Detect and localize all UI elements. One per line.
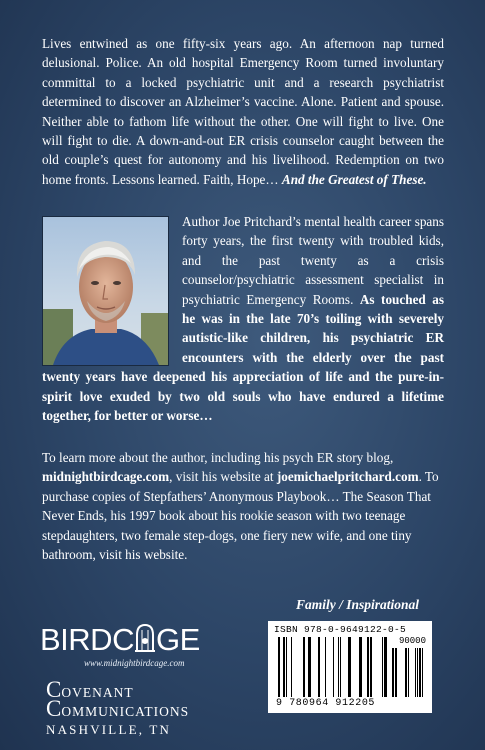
bio-bold-text: As touched as he was in the late 70’s toiling with severely autistic-like children, his psychiatric ER encounters with the elderly over the past twenty years have deepened his appreciation of life and the pure-in-spirit love exuded by two old souls who have endured a lifetime together, for better or worse…	[42, 291, 444, 424]
publisher-city: NASHVILLE, TN	[46, 722, 172, 737]
barcode-bar	[340, 637, 341, 697]
more-info-text-1: To learn more about the author, including his psych ER story blog,	[42, 450, 394, 465]
logo-text-left: BIRDC	[40, 622, 134, 657]
barcode-bar	[382, 637, 383, 697]
barcode-bar	[303, 637, 305, 697]
genre-label: Family / Inspirational	[296, 597, 420, 612]
photo-spacer	[42, 212, 182, 364]
price-code: 90000	[398, 636, 426, 646]
communications-initial: C	[46, 696, 62, 721]
barcode-bar	[278, 637, 280, 697]
isbn-text: ISBN 978-0-9649122-0-5	[274, 624, 407, 635]
barcode-bar	[333, 637, 334, 697]
barcode-bar	[370, 637, 372, 697]
more-info-text-3: . To purchase copies of Stepfathers’ Anonymous Playbook… The Season That Never Ends, his 1997 book about his rookie season with two teenage stepdaughters, two female step-dogs, one fiery new wife, and one tiny bathroom, visit his website.	[42, 469, 439, 563]
barcode-bar	[283, 637, 285, 697]
barcode-bar	[308, 637, 311, 697]
barcode-bar	[286, 637, 287, 697]
covenant-line	[46, 677, 216, 702]
more-info-text-2: , visit his website at	[169, 469, 277, 485]
blurb-paragraph	[42, 34, 444, 189]
more-info-paragraph	[42, 448, 444, 564]
blurb-emphasis: And the Greatest of These.	[281, 171, 427, 187]
barcode-addon-bar	[415, 648, 416, 697]
covenant-initial: C	[46, 677, 62, 702]
birdcage-url: www.midnightbirdcage.com	[84, 658, 185, 668]
barcode-bar	[384, 637, 387, 697]
barcode-bar	[359, 637, 362, 697]
barcode-addon-bar	[419, 648, 421, 697]
barcode-addon-bar	[422, 648, 423, 697]
birdcage-logo	[40, 622, 200, 658]
website-link[interactable]: joemichaelpritchard.com	[276, 469, 419, 485]
communications-word: OMMUNICATIONS	[61, 704, 190, 719]
barcode-addon-bar	[405, 648, 407, 697]
barcode-bar	[367, 637, 369, 697]
barcode-bar	[338, 637, 339, 697]
barcode-addon-bar	[392, 648, 394, 697]
author-bio	[42, 212, 444, 425]
barcode-addon-bar	[408, 648, 409, 697]
barcode-digits: 9 780964 912205	[276, 698, 376, 709]
covenant-communications-logo	[46, 677, 216, 738]
barcode-addon-bar	[417, 648, 418, 697]
logo-text-right: GE	[155, 622, 200, 657]
barcode-bar	[318, 637, 320, 697]
birdcage-icon	[134, 623, 156, 653]
barcode-bar	[325, 637, 326, 697]
isbn-barcode	[268, 621, 432, 713]
bio-text: Author Joe Pritchard’s mental health career spans forty years, the first twenty with troubled kids, and the past twenty as a crisis counselor/psychiatric assessment specialist in psychiatric Emergency Rooms.	[182, 214, 444, 307]
covenant-word: OVENANT	[61, 685, 134, 700]
communications-line	[46, 696, 216, 721]
blog-link[interactable]: midnightbirdcage.com	[42, 469, 170, 485]
blurb-text: Lives entwined as one fifty-six years ago. An afternoon nap turned delusional. Police. An old hospital Emergency Room turned involuntary committal to a locked psychiatric unit and a research psychiatrist determined to discover an Alzheimer’s vaccine. Alone. Patient and spouse. Neither able to fathom life without the other. One will fight to live. One will fight to die. A down-and-out ER crisis counselor caught between the old couple’s quest for autonomy and his livelihood. Redemption on two home fronts. Lessons learned. Faith, Hope…	[42, 36, 444, 187]
barcode-bar	[291, 637, 292, 697]
barcode-bar	[348, 637, 351, 697]
barcode-addon-bar	[395, 648, 397, 697]
